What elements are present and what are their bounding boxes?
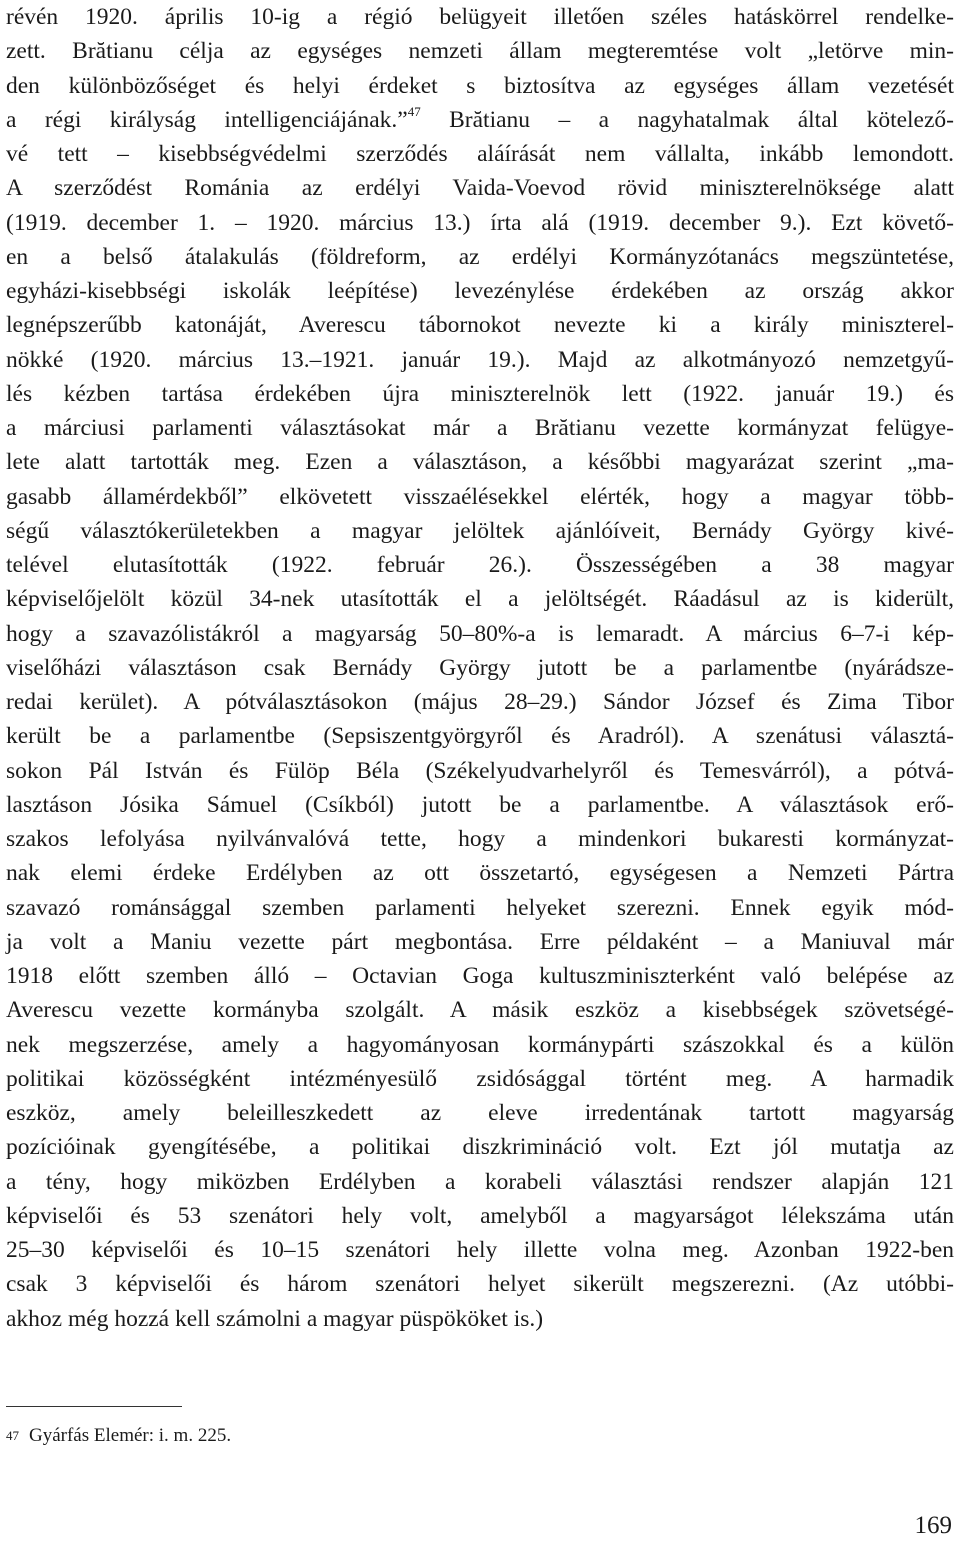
text-line: A szerződést Románia az erdélyi Vaida-Voevod rövid miniszterelnöksége alatt — [6, 175, 954, 202]
text-segment: a régi királyság intelligenciájának.” — [6, 106, 408, 133]
text-line: képviselői és 53 szenátori hely volt, amelyből a magyarságot lélekszáma után — [6, 1202, 954, 1229]
text-line: képviselőjelölt közül 34-nek utasították el a jelöltségét. Ráadásul az is kiderült, — [6, 586, 954, 613]
text-line — [6, 103, 954, 137]
footnote-reference[interactable]: 47 — [407, 103, 421, 119]
text-line: csak 3 képviselői és három szenátori helyet sikerült megszerezni. (Az utóbbi- — [6, 1271, 954, 1298]
text-line: akhoz még hozzá kell számolni a magyar püspököket is.) — [6, 1305, 544, 1332]
text-line: szavazó románsággal szemben parlamenti helyeket szerezni. Ennek egyik mód- — [6, 894, 954, 921]
main-text — [6, 0, 954, 1336]
text-line: legnépszerűbb katonáját, Averescu tábornokot nevezte ki a király miniszterel- — [6, 312, 954, 339]
text-line: a tény, hogy miközben Erdélyben a korabeli választási rendszer alapján 121 — [6, 1168, 954, 1195]
text-line: den különbözőséget és helyi érdeket s biztosítva az egységes állam vezetését — [6, 72, 954, 99]
text-line: (1919. december 1. – 1920. március 13.) írta alá (1919. december 9.). Ezt követő- — [6, 209, 954, 236]
text-line: hogy a szavazólistákról a magyarság 50–80%-a is lemaradt. A március 6–7-i kép- — [6, 620, 954, 647]
text-line: nökké (1920. március 13.–1921. január 19.). Majd az alkotmányozó nemzetgyű- — [6, 346, 954, 373]
text-line: ségű választókerületekben a magyar jelöltek ajánlóíveit, Bernády György kivé- — [6, 517, 954, 544]
text-line: a márciusi parlamenti választásokat már a Brătianu vezette kormányzat felügye- — [6, 415, 954, 441]
text-segment: Brătianu – a nagyhatalmak által kötelező- — [449, 106, 954, 133]
text-line: Averescu vezette kormányba szolgált. A másik eszköz a kisebbségek szövetségé- — [6, 997, 954, 1024]
text-line: került be a parlamentbe (Sepsiszentgyörgyről és Aradról). A szenátusi választá- — [6, 723, 954, 750]
text-line: zett. Brătianu célja az egységes nemzeti állam megteremtése volt „letörve min- — [6, 38, 954, 65]
text-line: politikai közösségként intézményesülő zsidósággal történt meg. A harmadik — [6, 1065, 954, 1092]
text-line: sokon Pál István és Fülöp Béla (Székelyudvarhelyről és Temesvárról), a pótvá- — [6, 757, 954, 784]
text-line: egyházi-kisebbségi iskolák leépítése) levezénylése érdekében az ország akkor — [6, 278, 954, 304]
text-line: eszköz, amely beleilleszkedett az eleve irredentának tartott magyarság — [6, 1100, 954, 1126]
text-line: nak elemi érdeke Erdélyben az ott összetartó, egységesen a Nemzeti Pártra — [6, 860, 954, 887]
text-line: 25–30 képviselői és 10–15 szenátori hely illette volna meg. Azonban 1922-ben — [6, 1237, 954, 1263]
text-line: en a belső átalakulás (földreform, az erdélyi Kormányzótanács megszüntetése, — [6, 243, 954, 270]
footnote-divider — [6, 1406, 182, 1407]
text-line: lasztáson Jósika Sámuel (Csíkból) jutott be a parlamentbe. A választások erő- — [6, 791, 954, 818]
text-line: lete alatt tartották meg. Ezen a választáson, a későbbi magyarázat szerint „ma- — [6, 449, 954, 476]
text-line: vé tett – kisebbségvédelmi szerződés aláírását nem vállalta, inkább lemondott. — [6, 141, 954, 167]
page-number: 169 — [914, 1512, 952, 1539]
text-line: szakos lefolyása nyilvánvalóvá tette, hogy a mindenkori bukaresti kormányzat- — [6, 826, 954, 852]
text-line: 1918 előtt szemben álló – Octavian Goga kultuszminiszterként való belépése az — [6, 963, 954, 989]
text-line: nek megszerzése, amely a hagyományosan kormánypárti szászokkal és a külön — [6, 1031, 954, 1058]
footnote-number: 47 — [6, 1428, 19, 1443]
text-line: gasabb államérdekből” elkövetett visszaélésekkel elérték, hogy a magyar több- — [6, 483, 954, 510]
text-line: révén 1920. április 10-ig a régió belügyeit illetően széles hatáskörrel rendelke- — [6, 4, 954, 30]
footnote-text: Gyárfás Elemér: i. m. 225. — [29, 1425, 232, 1446]
text-line: telével elutasították (1922. február 26.). Összességében a 38 magyar — [6, 552, 954, 578]
text-line: ja volt a Maniu vezette párt megbontása. Erre példaként – a Maniuval már — [6, 928, 954, 955]
footnote — [6, 1423, 231, 1450]
text-line: viselőházi választáson csak Bernády György jutott be a parlamentbe (nyárádsze- — [6, 654, 954, 681]
text-line: pozícióinak gyengítésébe, a politikai diszkrimináció volt. Ezt jól mutatja az — [6, 1134, 954, 1161]
text-line: lés kézben tartása érdekében újra miniszterelnök lett (1922. január 19.) és — [6, 380, 954, 407]
text-line: redai kerület). A pótválasztásokon (május 28–29.) Sándor József és Zima Tibor — [6, 689, 954, 715]
